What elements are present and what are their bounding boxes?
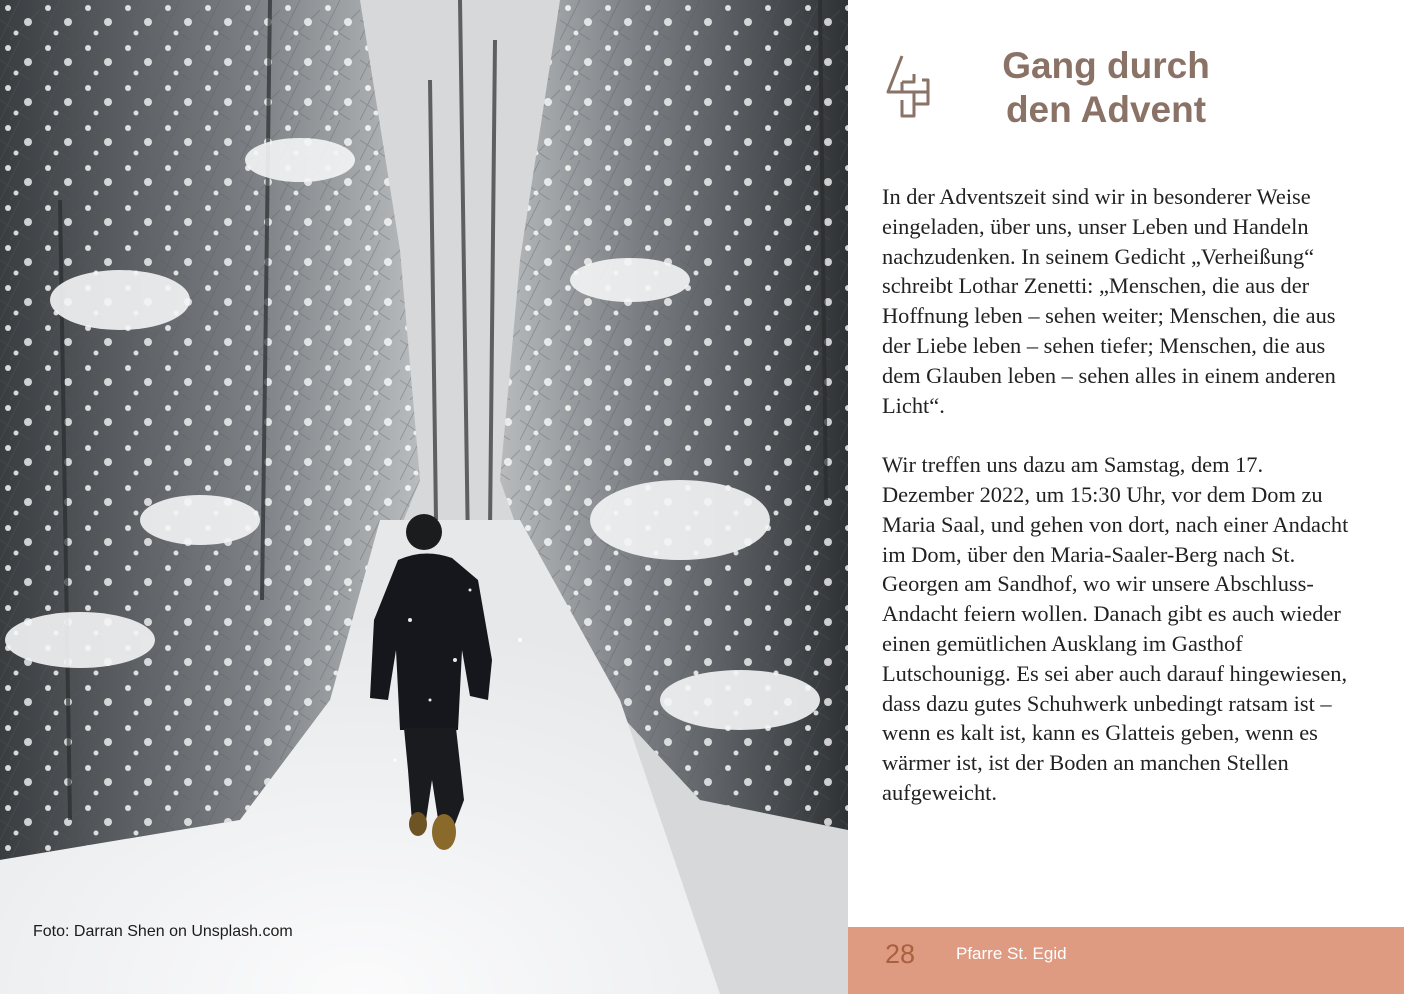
photo-credit: Foto: Darran Shen on Unsplash.com [33,923,293,940]
paragraph-event-details: Wir treffen uns dazu am Samstag, dem 17. Dezember 2022, um 15:30 Uhr, vor dem Dom zu Maria Saal, und gehen von dort, nach einer Andacht im Dom, über den Maria-Saaler-Berg nach St. Georgen am Sandhof, wo wir unsere Abschluss-Andacht feiern wollen. Danach gibt es auch wieder einen gemütlichen Ausklang im Gasthof Lutschounigg. Es sei aber auch darauf hingewiesen, dass dazu gutes Schuhwerk unbedingt ratsam ist – wenn es kalt ist, kann es Glatteis geben, wenn es wärmer ist, ist der Boden an manchen Stellen aufgeweicht. [882,452,1349,805]
article-panel [848,0,1404,994]
title-line-1: Gang durch [1002,45,1210,86]
article-title [968,44,1244,132]
page-number: 28 [885,939,916,969]
article-body [882,182,1352,838]
page-footer [848,927,1404,994]
parish-name: Pfarre St. Egid [956,944,1067,963]
title-line-2: den Advent [1005,89,1207,130]
number-four-cross-icon [882,52,934,122]
paragraph-intro: In der Adventszeit sind wir in besonderer Weise eingeladen, über uns, unser Leben und Handeln nachzudenken. In seinem Gedicht „Verheißung“ schreibt Lothar Zenetti: „Menschen, die aus der Hoffnung leben – sehen weiter; Menschen, die aus der Liebe leben – sehen tiefer; Menschen, die aus dem Glauben leben – sehen alles in einem anderen Licht“. [882,184,1336,418]
